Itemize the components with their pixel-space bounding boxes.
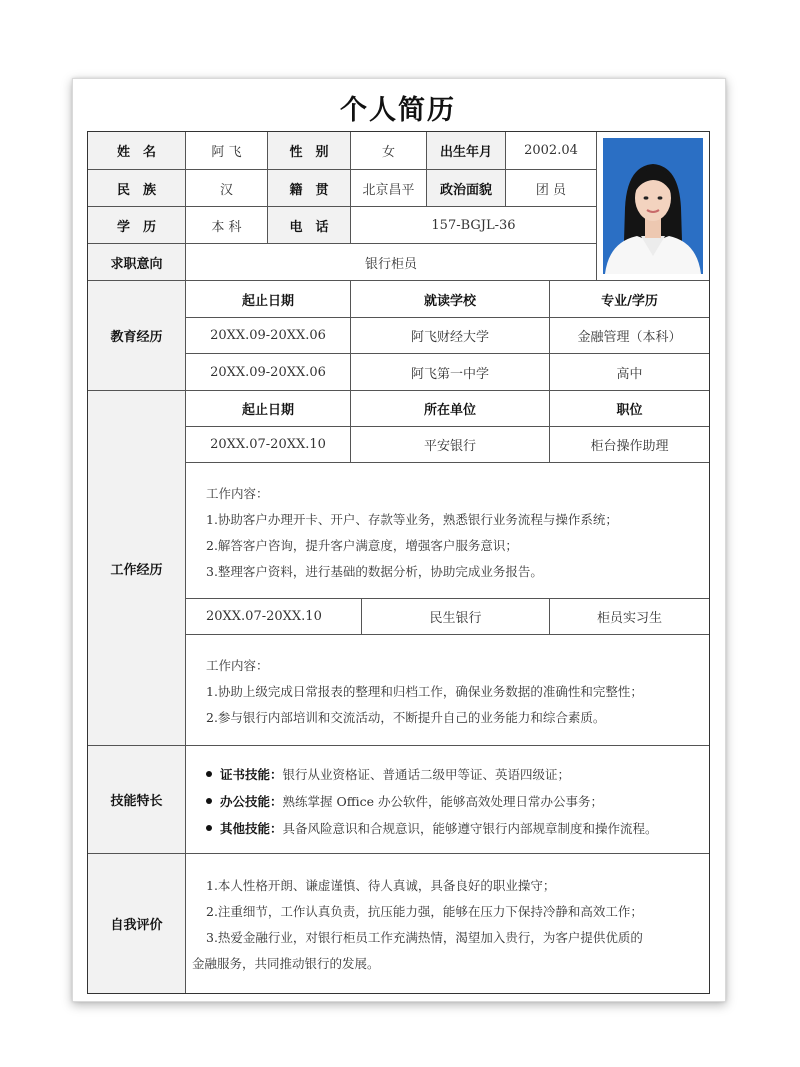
birth-label: 出生年月 <box>439 145 492 160</box>
work-2-company: 民生银行 <box>429 611 482 626</box>
work-1-period: 20XX.07-20XX.10 <box>210 437 326 452</box>
bullet-icon <box>206 771 212 777</box>
edu-row-1-major: 金融管理（本科） <box>577 330 682 345</box>
political-label: 政治面貌 <box>439 182 492 198</box>
work-2-period: 20XX.07-20XX.10 <box>206 609 322 624</box>
education-section-label: 教育经历 <box>110 330 163 345</box>
native-label: 籍 贯 <box>289 182 329 198</box>
edu-row-2-period: 20XX.09-20XX.06 <box>210 364 326 380</box>
self-eval-line-2: 2.注重细节，工作认真负责，抗压能力强，能够在压力下保持冷静和高效工作； <box>206 904 643 919</box>
ethnicity-label: 民 族 <box>116 182 156 198</box>
birth-value: 2002.04 <box>524 143 578 158</box>
native-value: 北京昌平 <box>362 182 415 198</box>
page-title: 个人简历 <box>340 95 456 126</box>
work-1-content-title: 工作内容： <box>206 486 269 501</box>
work-header-position: 职位 <box>616 403 643 418</box>
job-intent-value: 银行柜员 <box>364 256 417 272</box>
work-1-position: 柜台操作助理 <box>590 439 669 454</box>
edu-header-school: 就读学校 <box>423 293 476 309</box>
name-label: 姓 名 <box>116 145 156 160</box>
edu-row-1-school: 阿飞财经大学 <box>410 330 489 345</box>
gender-value: 女 <box>381 145 395 160</box>
work-2-position: 柜员实习生 <box>596 611 662 626</box>
skill-1-name: 证书技能： <box>220 767 283 782</box>
job-intent-label: 求职意向 <box>110 256 163 272</box>
skill-3-name: 其他技能： <box>220 821 283 836</box>
work-header-company: 所在单位 <box>423 403 476 418</box>
phone-value: 157-BGJL-36 <box>431 217 516 233</box>
bullet-icon <box>206 798 212 804</box>
profile-photo <box>603 138 703 274</box>
skill-item-2 <box>206 791 603 811</box>
edu-header-period: 起止日期 <box>241 293 294 309</box>
work-2-content-title: 工作内容： <box>206 658 269 673</box>
self-eval-line-3: 3.热爱金融行业，对银行柜员工作充满热情，渴望加入贵行，为客户提供优质的 <box>206 930 643 945</box>
self-eval-line-4: 金融服务，共同推动银行的发展。 <box>192 956 380 971</box>
work-1-item-1: 1.协助客户办理开卡、开户、存款等业务，熟悉银行业务流程与操作系统； <box>206 512 618 527</box>
work-1-item-2: 2.解答客户咨询，提升客户满意度，增强客户服务意识； <box>206 538 518 553</box>
work-1-item-3: 3.整理客户资料，进行基础的数据分析，协助完成业务报告。 <box>206 564 543 579</box>
work-1-company: 平安银行 <box>423 439 476 454</box>
work-2-item-1: 1.协助上级完成日常报表的整理和归档工作，确保业务数据的准确性和完整性； <box>206 684 643 699</box>
work-section-label: 工作经历 <box>110 562 163 578</box>
work-2-item-2: 2.参与银行内部培训和交流活动，不断提升自己的业务能力和综合素质。 <box>206 710 606 725</box>
gender-label: 性 别 <box>289 145 329 160</box>
bullet-icon <box>206 825 212 831</box>
name-value: 阿 飞 <box>211 145 242 160</box>
edu-row-2-major: 高中 <box>616 366 643 382</box>
phone-label: 电 话 <box>289 219 329 235</box>
skill-2-text: 熟练掌握 Office 办公软件，能够高效处理日常办公事务； <box>282 794 603 809</box>
edu-row-1-period: 20XX.09-20XX.06 <box>210 328 326 343</box>
skill-2-name: 办公技能： <box>220 794 283 809</box>
work-header-period: 起止日期 <box>241 403 294 418</box>
edu-header-major: 专业/学历 <box>601 293 658 309</box>
political-value: 团 员 <box>535 182 567 198</box>
ethnicity-value: 汉 <box>219 182 233 198</box>
skill-3-text: 具备风险意识和合规意识，能够遵守银行内部规章制度和操作流程。 <box>282 821 658 836</box>
self-eval-line-1: 1.本人性格开朗、谦虚谨慎、待人真诚，具备良好的职业操守； <box>206 878 556 893</box>
skill-item-1 <box>206 764 570 784</box>
self-eval-section-label: 自我评价 <box>110 918 163 933</box>
skill-1-text: 银行从业资格证、普通话二级甲等证、英语四级证； <box>282 767 571 782</box>
education-level-label: 学 历 <box>116 219 156 235</box>
education-level-value: 本 科 <box>211 219 242 235</box>
edu-row-2-school: 阿飞第一中学 <box>410 366 489 382</box>
skill-item-3 <box>206 818 658 838</box>
skills-section-label: 技能特长 <box>110 794 163 809</box>
